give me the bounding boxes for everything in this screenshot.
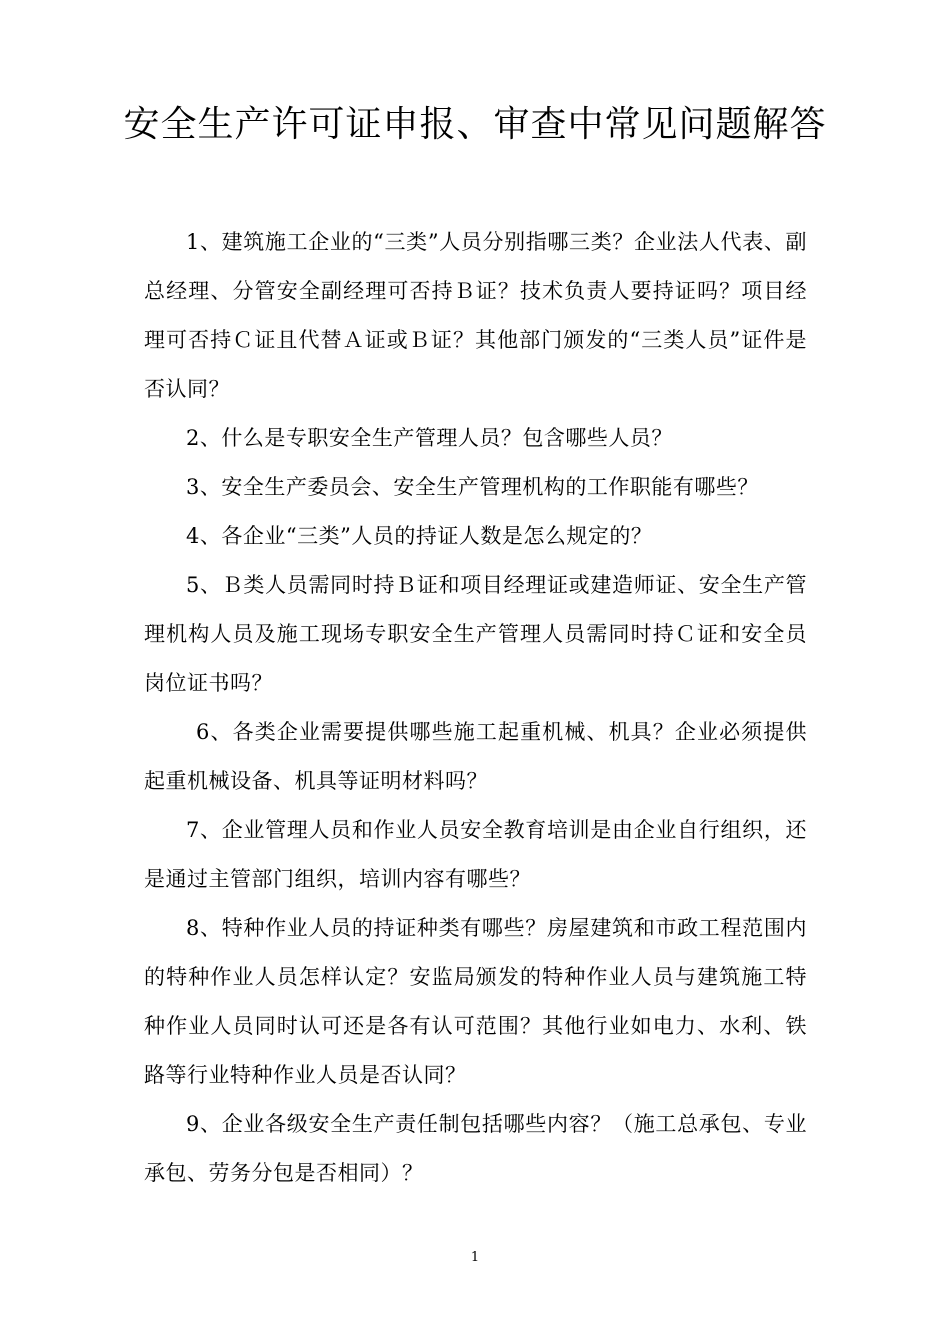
question-2: 2、什么是专职安全生产管理人员？包含哪些人员？ — [186, 426, 673, 450]
question-4: 4、各企业“三类”人员的持证人数是怎么规定的？ — [186, 524, 653, 548]
question-6: 6、各类企业需要提供哪些施工起重机械、机具？企业必须提供起重机械设备、机具等证明材料吗？ — [144, 720, 807, 793]
document-body — [144, 218, 807, 1198]
page-title: 安全生产许可证申报、审查中常见问题解答 — [123, 104, 827, 145]
question-1: 1、建筑施工企业的“三类”人员分别指哪三类？企业法人代表、副总经理、分管安全副经理可否持Ｂ证？技术负责人要持证吗？项目经理可否持Ｃ证且代替Ａ证或Ｂ证？其他部门颁发的“三类人员”证件是否认同？ — [144, 230, 807, 401]
question-7: 7、企业管理人员和作业人员安全教育培训是由企业自行组织，还是通过主管部门组织，培训内容有哪些？ — [144, 818, 807, 891]
question-8: 8、特种作业人员的持证种类有哪些？房屋建筑和市政工程范围内的特种作业人员怎样认定？安监局颁发的特种作业人员与建筑施工特种作业人员同时认可还是各有认可范围？其他行业如电力、水利、铁路等行业特种作业人员是否认同？ — [144, 916, 807, 1087]
page-number: 1 — [470, 1250, 480, 1265]
question-9: 9、企业各级安全生产责任制包括哪些内容？（施工总承包、专业承包、劳务分包是否相同）？ — [144, 1112, 807, 1185]
question-3: 3、安全生产委员会、安全生产管理机构的工作职能有哪些？ — [186, 475, 759, 499]
question-5: 5、Ｂ类人员需同时持Ｂ证和项目经理证或建造师证、安全生产管理机构人员及施工现场专职安全生产管理人员需同时持Ｃ证和安全员岗位证书吗？ — [144, 573, 807, 695]
